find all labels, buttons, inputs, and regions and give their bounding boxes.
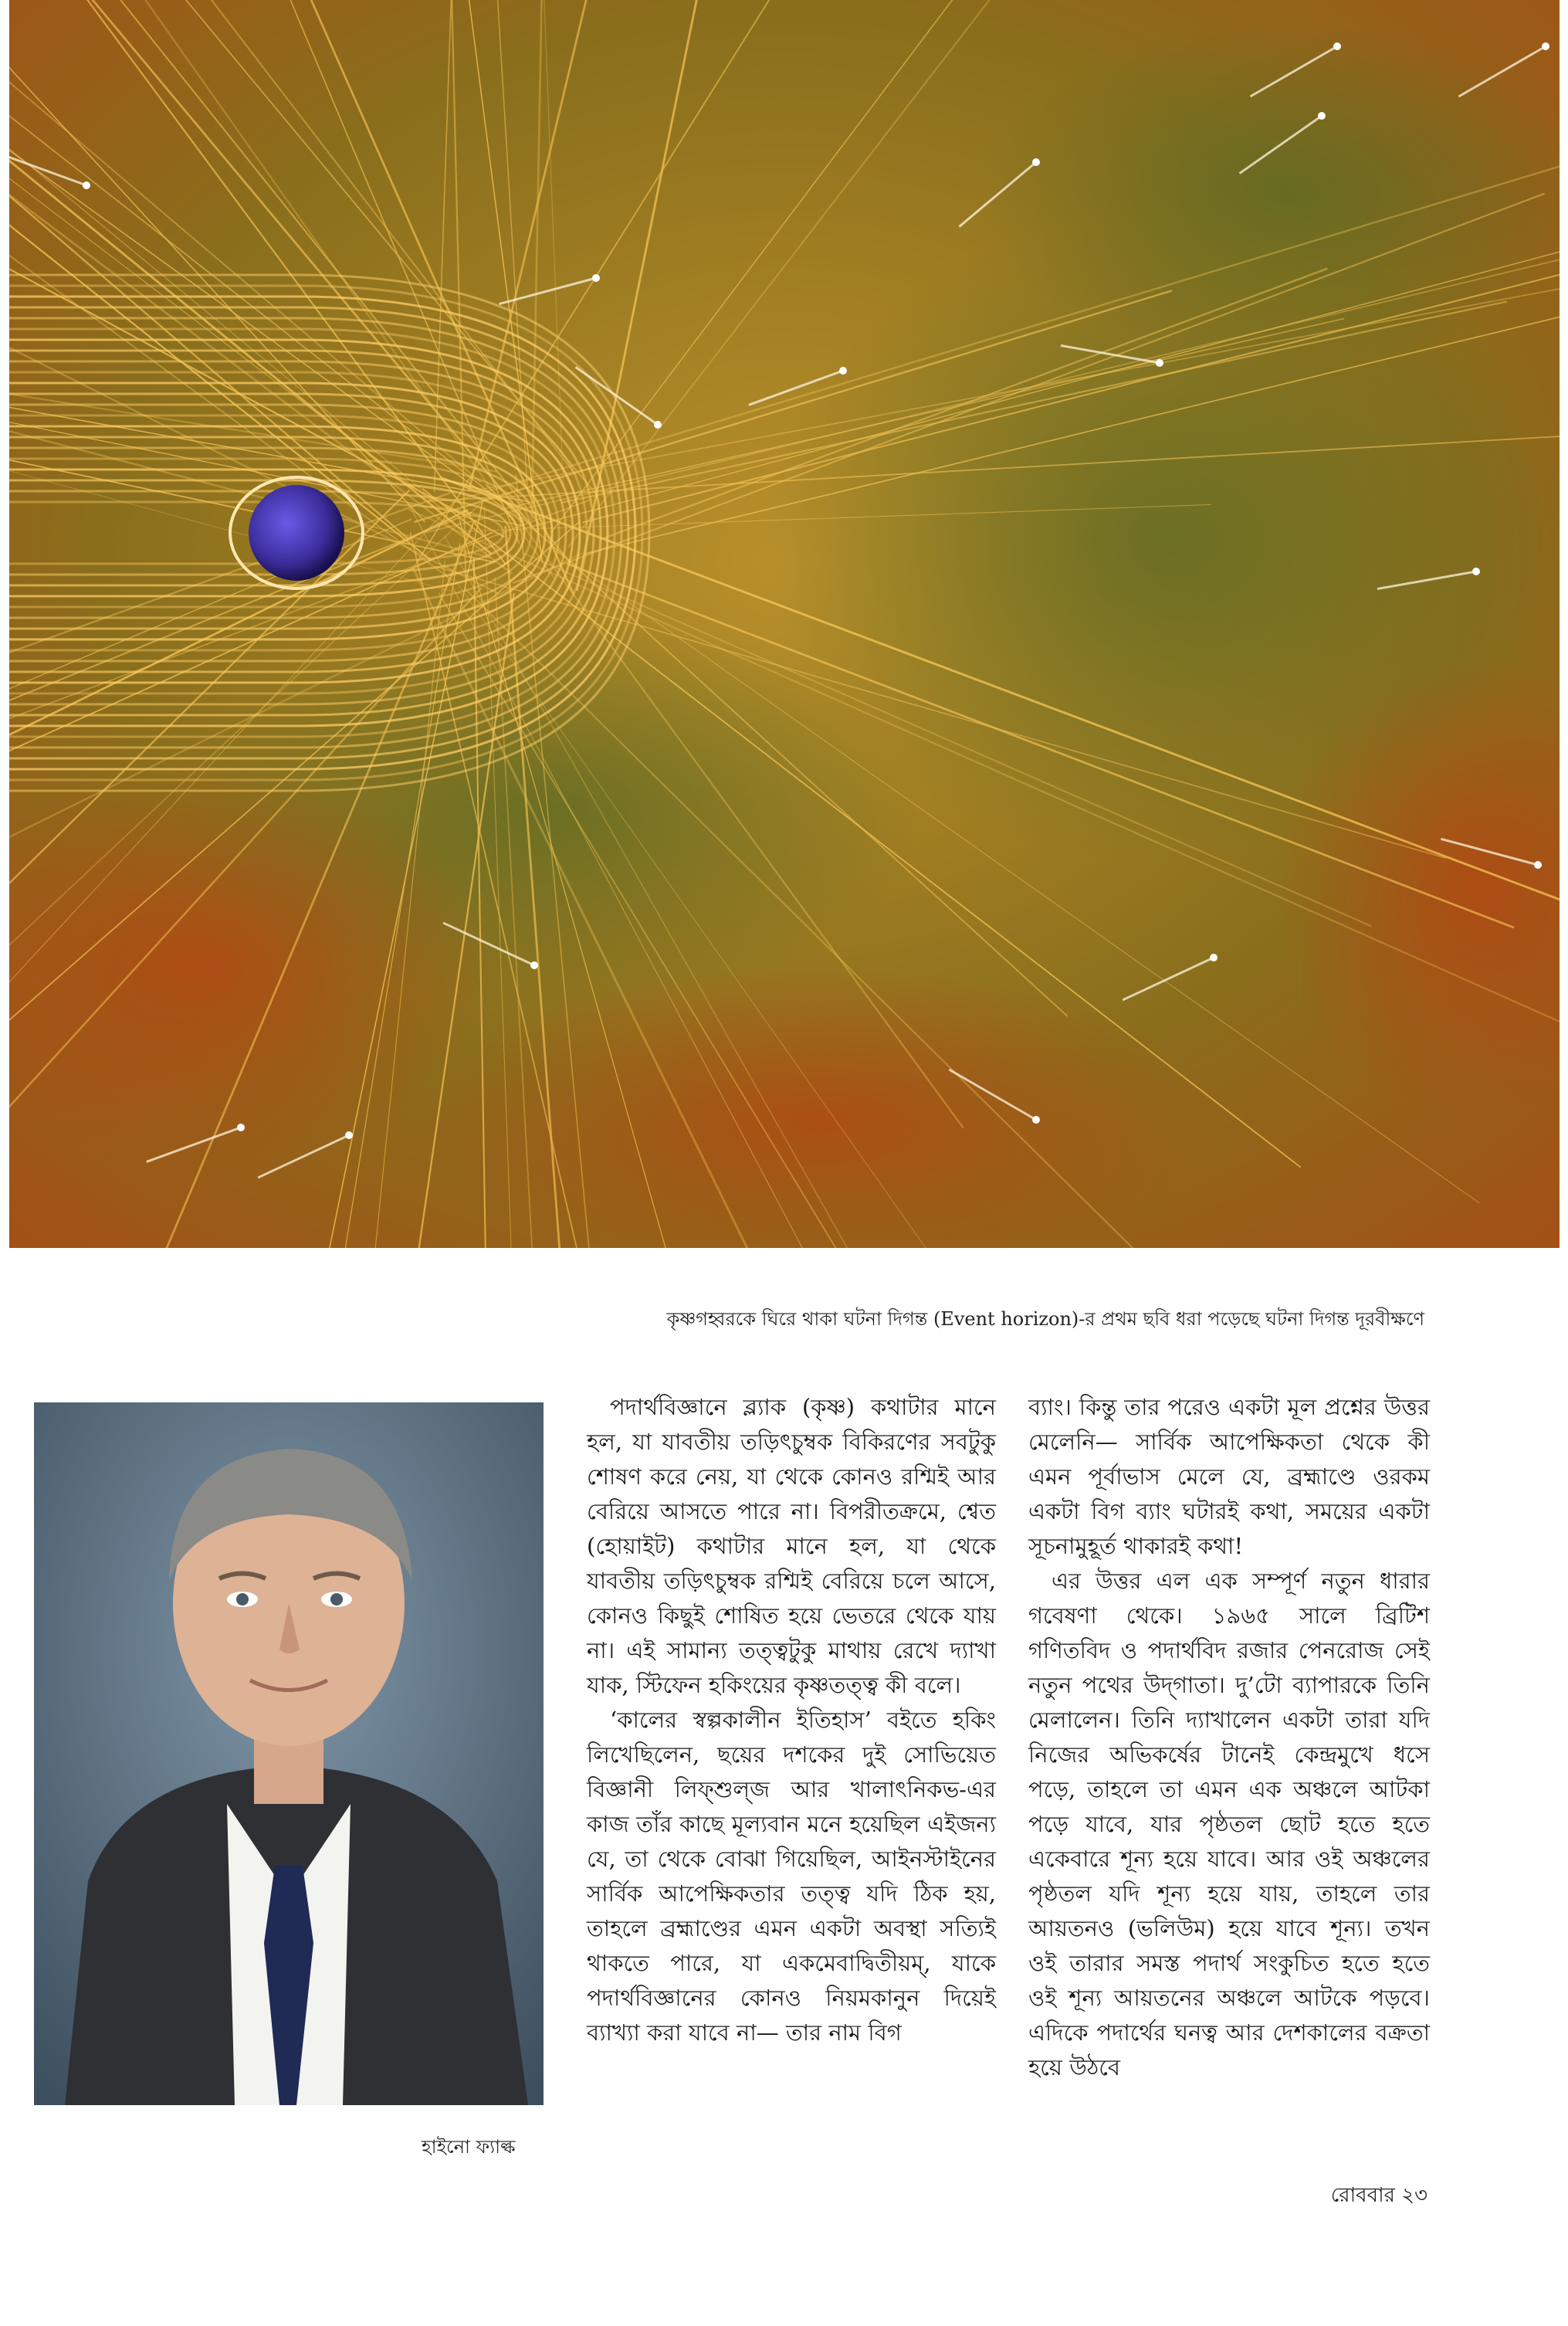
paragraph: এর উত্তর এল এক সম্পূর্ণ নতুন ধারার গবেষণা থেকে। ১৯৬৫ সালে ব্রিটিশ গণিতবিদ ও পদার্থবিদ রজার পেনরোজ সেই নতুন পথের উদ্‌গাতা। দু’টো ব্যাপারকে তিনি মেলালেন। তিনি দ্যাখালেন একটা তারা যদি নিজের অভিকর্ষের টানেই কেন্দ্রমুখে ধসে পড়ে, তাহলে তা এমন এক অঞ্চলে আটকা পড়ে যাবে, যার পৃষ্ঠতল ছোট হতে হতে একেবারে শূন্য হয়ে যাবে। আর ওই অঞ্চলের পৃষ্ঠতল যদি শূন্য হয়ে যায়, তাহলে তার আয়তনও (ভলিউম) হয়ে যাবে শূন্য। তখন ওই তারার সমস্ত পদার্থ সংকুচিত হতে হতে ওই শূন্য আয়তনের অঞ্চলে আটকে পড়বে। এদিকে পদার্থের ঘনত্ব আর দেশকালের বক্রতা হয়ে উঠবে <box>1028 1568 1430 2080</box>
paragraph: ‘কালের স্বল্পকালীন ইতিহাস’ বইতে হকিং লিখেছিলেন, ছয়ের দশকের দুই সোভিয়েত বিজ্ঞানী লিফ্‌শুল্‌জ আর খালাৎনিকভ-এর কাজ তাঁর কাছে মূল্যবান মনে হয়েছিল এইজন্য যে, তা থেকে বোঝা গিয়েছিল, আইনস্টাইনের সার্বিক আপেক্ষিকতার তত্ত্ব যদি ঠিক হয়, তাহলে ব্রহ্মাণ্ডের এমন একটা অবস্থা সত্যিই থাকতে পারে, যা একমেবাদ্বিতীয়ম্‌, যাকে পদার্থবিজ্ঞানের কোনও নিয়মকানুন দিয়েই ব্যাখ্যা করা যাবে না— তার নাম বিগ <box>587 1707 996 2046</box>
article-column-1 <box>587 1390 996 2050</box>
article-column-2 <box>1028 1390 1430 2085</box>
portrait-caption: হাইনো ফ্যাল্ক <box>422 2136 516 2158</box>
portrait-photo <box>34 1402 544 2105</box>
image-caption: কৃষ্ণগহ্বরকে ঘিরে থাকা ঘটনা দিগন্ত (Event horizon)-র প্রথম ছবি ধরা পড়েছে ঘটনা দিগন্ত দূরবীক্ষণে <box>666 1308 1424 1330</box>
black-hole-illustration <box>9 0 1560 1248</box>
paragraph: ব্যাং। কিন্তু তার পরেও একটা মূল প্রশ্নের উত্তর মেলেনি— সার্বিক আপেক্ষিকতা থেকে কী এমন পূর্বাভাস মেলে যে, ব্রহ্মাণ্ডে ওরকম একটা বিগ ব্যাং ঘটারই কথা, সময়ের একটা সূচনামুহূর্ত থাকারই কথা! <box>1028 1394 1430 1559</box>
black-hole <box>249 485 344 581</box>
paragraph: পদার্থবিজ্ঞানে ব্ল্যাক (কৃষ্ণ) কথাটার মানে হল, যা যাবতীয় তড়িৎচুম্বক বিকিরণের সবটুকু শোষণ করে নেয়, যা থেকে কোনও রশ্মিই আর বেরিয়ে আসতে পারে না। বিপরীতক্রমে, শ্বেত (হোয়াইট) কথাটার মানে হল, যা থেকে যাবতীয় তড়িৎচুম্বক রশ্মিই বেরিয়ে চলে আসে, কোনও কিছুই শোষিত হয়ে ভেতরে থেকে যায় না। এই সামান্য তত্ত্বটুকু মাথায় রেখে দ্যাখা যাক, স্টিফেন হকিংয়ের কৃষ্ণতত্ত্ব কী বলে। <box>587 1394 996 1698</box>
hero-artwork <box>9 0 1560 1248</box>
page-number: রোববার ২৩ <box>1330 2184 1427 2207</box>
